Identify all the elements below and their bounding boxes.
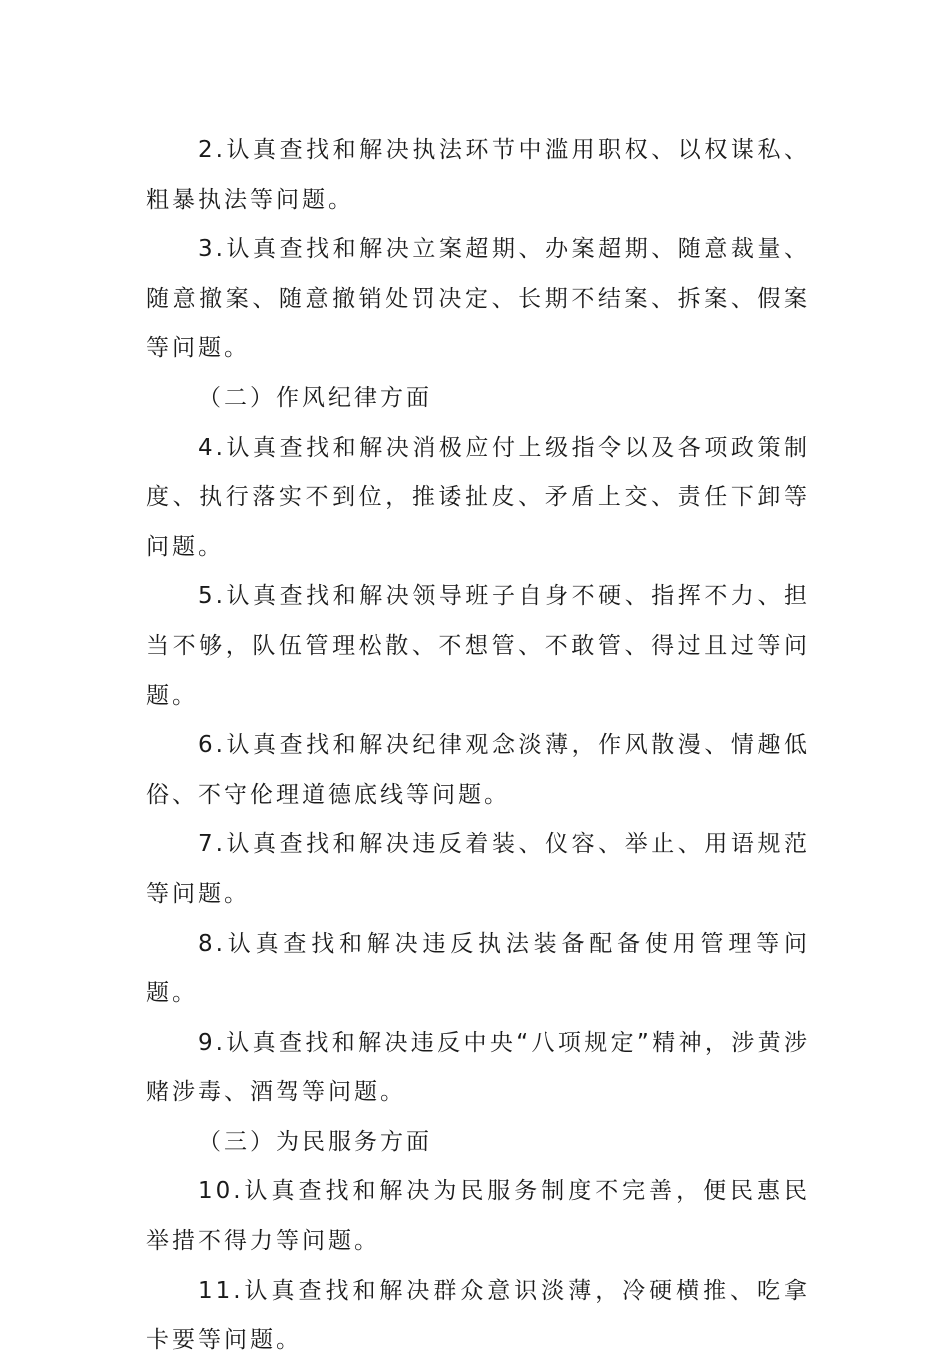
paragraph-item-10: 10.认真查找和解决为民服务制度不完善，便民惠民举措不得力等问题。: [146, 1178, 810, 1255]
paragraph-item-5: 5.认真查找和解决领导班子自身不硬、指挥不力、担当不够，队伍管理松散、不想管、不敢管、得过且过等问题。: [146, 583, 810, 709]
paragraph-item-4: 4.认真查找和解决消极应付上级指令以及各项政策制度、执行落实不到位，推诿扯皮、矛盾上交、责任下卸等问题。: [146, 434, 810, 560]
paragraph-item-7: 7.认真查找和解决违反着装、仪容、举止、用语规范等问题。: [146, 831, 810, 907]
section-heading-public-service: （三）为民服务方面: [198, 1128, 432, 1155]
document-body: [146, 126, 810, 1366]
paragraph-item-6: 6.认真查找和解决纪律观念淡薄，作风散漫、情趣低俗、不守伦理道德底线等问题。: [146, 732, 810, 808]
paragraph-item-3: 3.认真查找和解决立案超期、办案超期、随意裁量、随意撤案、随意撤销处罚决定、长期不结案、拆案、假案等问题。: [146, 236, 810, 362]
paragraph-item-9: 9.认真查找和解决违反中央“八项规定”精神，涉黄涉赌涉毒、酒驾等问题。: [146, 1029, 810, 1106]
paragraph-item-11: 11.认真查找和解决群众意识淡薄，冷硬横推、吃拿卡要等问题。: [146, 1277, 810, 1354]
paragraph-item-2: 2.认真查找和解决执法环节中滥用职权、以权谋私、粗暴执法等问题。: [146, 137, 810, 213]
section-heading-conduct-discipline: （二）作风纪律方面: [198, 384, 432, 411]
paragraph-item-8: 8.认真查找和解决违反执法装备配备使用管理等问题。: [146, 930, 810, 1007]
